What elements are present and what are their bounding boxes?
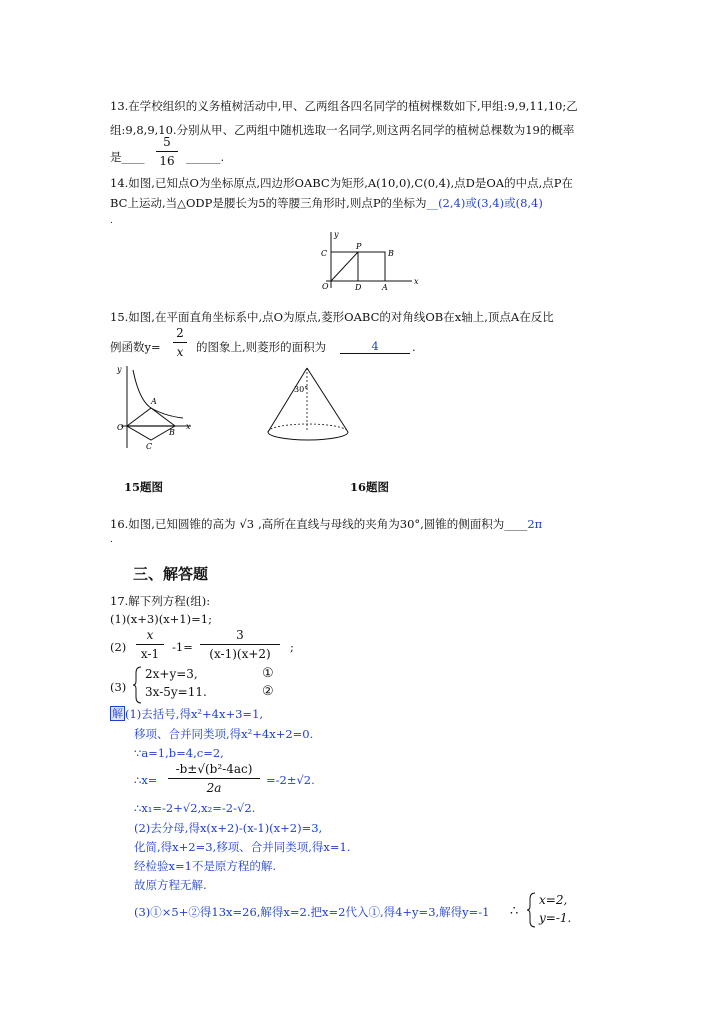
q16-line1-suffix: ,高所在直线与母线的夹角为30°,圆锥的侧面积为____ — [258, 517, 528, 531]
q14-figure — [312, 226, 422, 292]
q17-part2-right-fraction — [200, 628, 280, 661]
q14-tail: . — [110, 216, 113, 226]
q15-line2-prefix: 例函数y= — [110, 340, 161, 354]
q15-fraction-denominator: x — [176, 345, 184, 359]
q16-cone-base-front — [268, 432, 348, 440]
solution-step5: ∴x₁=-2+√2,x₂=-2-√2. — [134, 801, 256, 815]
q13-line3-prefix: 是____ — [110, 150, 145, 164]
q13-line1: 13.在学校组织的义务植树活动中,甲、乙两组各四名同学的植树棵数如下,甲组:9,9,11,10;乙 — [110, 99, 578, 113]
q16-line1-prefix: 16.如图,已知圆锥的高为 — [110, 517, 236, 531]
solution-therefore: ∴ — [510, 904, 519, 919]
q13-answer-fraction — [156, 135, 178, 168]
q15-label-c: C — [146, 442, 153, 451]
q14-line2-text: BC上运动,当△ODP是腰长为5的等腰三角形时,则点P的坐标为 — [110, 196, 427, 210]
q14-label-b: B — [388, 249, 394, 258]
q15-figure — [113, 360, 195, 452]
section-heading: 三、解答题 — [133, 565, 209, 583]
solution-step6: (2)去分母,得x(x+2)-(x-1)(x+2)=3, — [134, 821, 323, 835]
q13-answer-numerator: 5 — [163, 135, 171, 149]
solution-formula-numerator: -b±√(b²-4ac) — [175, 762, 253, 776]
q14-label-a: A — [382, 283, 388, 292]
q14-label-p: P — [356, 242, 362, 251]
q15-label-y: y — [117, 365, 122, 374]
q14-label-x: x — [414, 277, 419, 286]
q15-label-a: A — [151, 397, 157, 406]
q17-title: 17.解下列方程(组): — [110, 594, 211, 608]
q17-part3-brace — [133, 666, 143, 704]
q16-caption: 16题图 — [350, 480, 390, 494]
q17-part3-eq1: 2x+y=3, — [145, 667, 198, 681]
q15-caption: 15题图 — [124, 480, 164, 494]
q15-label-b: B — [169, 428, 175, 437]
q17-part2-label: (2) — [110, 640, 127, 654]
solution-brace-path — [527, 893, 535, 927]
q14-label-o: O — [322, 282, 329, 291]
q16-line1 — [110, 517, 542, 531]
q14-segment-op — [331, 252, 358, 281]
q14-label-y: y — [334, 230, 339, 239]
q14-line2 — [110, 196, 543, 210]
q16-answer: 2π — [527, 517, 543, 531]
q15-label-x: x — [186, 422, 191, 431]
q15-line1: 15.如图,在平面直角坐标系中,点O为原点,菱形OABC的对角线OB在x轴上,顶点A在反比 — [110, 310, 554, 324]
q15-rhombus — [127, 408, 175, 440]
q17-part2-tail: ; — [290, 640, 294, 654]
solution-step9: 故原方程无解. — [134, 878, 207, 892]
solution-formula-denominator: 2a — [206, 781, 222, 795]
q17-part3-eq2: 3x-5y=11. — [145, 685, 207, 699]
q17-part1: (1)(x+3)(x+1)=1; — [110, 612, 212, 626]
q14-line1: 14.如图,已知点O为坐标原点,四边形OABC为矩形,A(10,0),C(0,4),点D是OA的中点,点P在 — [110, 176, 573, 190]
q16-cone-left-edge — [268, 368, 307, 432]
solution-step4-suffix: =-2±√2. — [266, 773, 315, 787]
solution-brace — [527, 892, 537, 928]
q16-cone-right-edge — [307, 368, 348, 432]
solution-step10: (3)①×5+②得13x=26,解得x=2.把x=2代入①,得4+y=3,解得y=-1 — [134, 905, 490, 919]
q13-line3-suffix: ______. — [186, 150, 225, 164]
q14-label-d: D — [355, 283, 362, 292]
q15-hyperbola — [133, 370, 183, 418]
solution-step3: ∵a=1,b=4,c=2, — [134, 746, 224, 760]
q17-part3-num1: ① — [262, 666, 274, 681]
solution-result-x: x=2, — [539, 893, 568, 907]
q13-line2: 组:9,8,9,10.分别从甲、乙两组中随机选取一名同学,则这两名同学的植树总棵数为19的概率 — [110, 123, 575, 137]
solution-step2: 移项、合并同类项,得x²+4x+2=0. — [134, 727, 314, 741]
solution-result-y: y=-1. — [539, 911, 572, 925]
q17-part2-left-fraction — [136, 628, 164, 661]
solution-tag: 解 — [112, 707, 123, 720]
q17-part2-left-numerator: x — [146, 628, 154, 642]
q16-cone-base-back — [268, 424, 348, 432]
q16-root: √3 — [239, 517, 255, 531]
q16-angle-label: 30° — [294, 385, 309, 394]
solution-step7: 化简,得x+2=3,移项、合并同类项,得x=1. — [134, 840, 351, 854]
q17-part2-right-denominator: (x-1)(x+2) — [209, 647, 271, 661]
q17-part3-label: (3) — [110, 680, 127, 694]
q15-fraction-numerator: 2 — [176, 326, 184, 340]
q17-brace-path — [133, 667, 141, 703]
q17-part3-num2: ② — [262, 684, 274, 699]
solution-quadratic-formula — [168, 762, 260, 795]
solution-step8: 经检验x=1不是原方程的解. — [134, 859, 277, 873]
q15-function-fraction — [173, 326, 187, 359]
q17-part2-left-denominator: x-1 — [140, 647, 160, 661]
q16-cone-figure — [262, 364, 356, 446]
q16-tail: . — [110, 535, 113, 545]
solution-step1: (1)去括号,得x²+4x+3=1, — [125, 707, 264, 721]
q14-answer: __(2,4)或(3,4)或(8,4) — [426, 196, 543, 210]
q15-tail: . — [412, 340, 416, 354]
q15-answer: 4 — [340, 339, 410, 354]
q14-label-c: C — [321, 249, 328, 258]
q17-part2-mid: -1= — [172, 640, 193, 654]
q17-part2-right-numerator: 3 — [236, 628, 244, 642]
q15-label-o: O — [117, 423, 124, 432]
q13-answer-denominator: 16 — [159, 154, 175, 168]
q15-line2-suffix: 的图象上,则菱形的面积为 — [196, 340, 327, 354]
solution-step4-prefix: ∴x= — [134, 773, 158, 787]
